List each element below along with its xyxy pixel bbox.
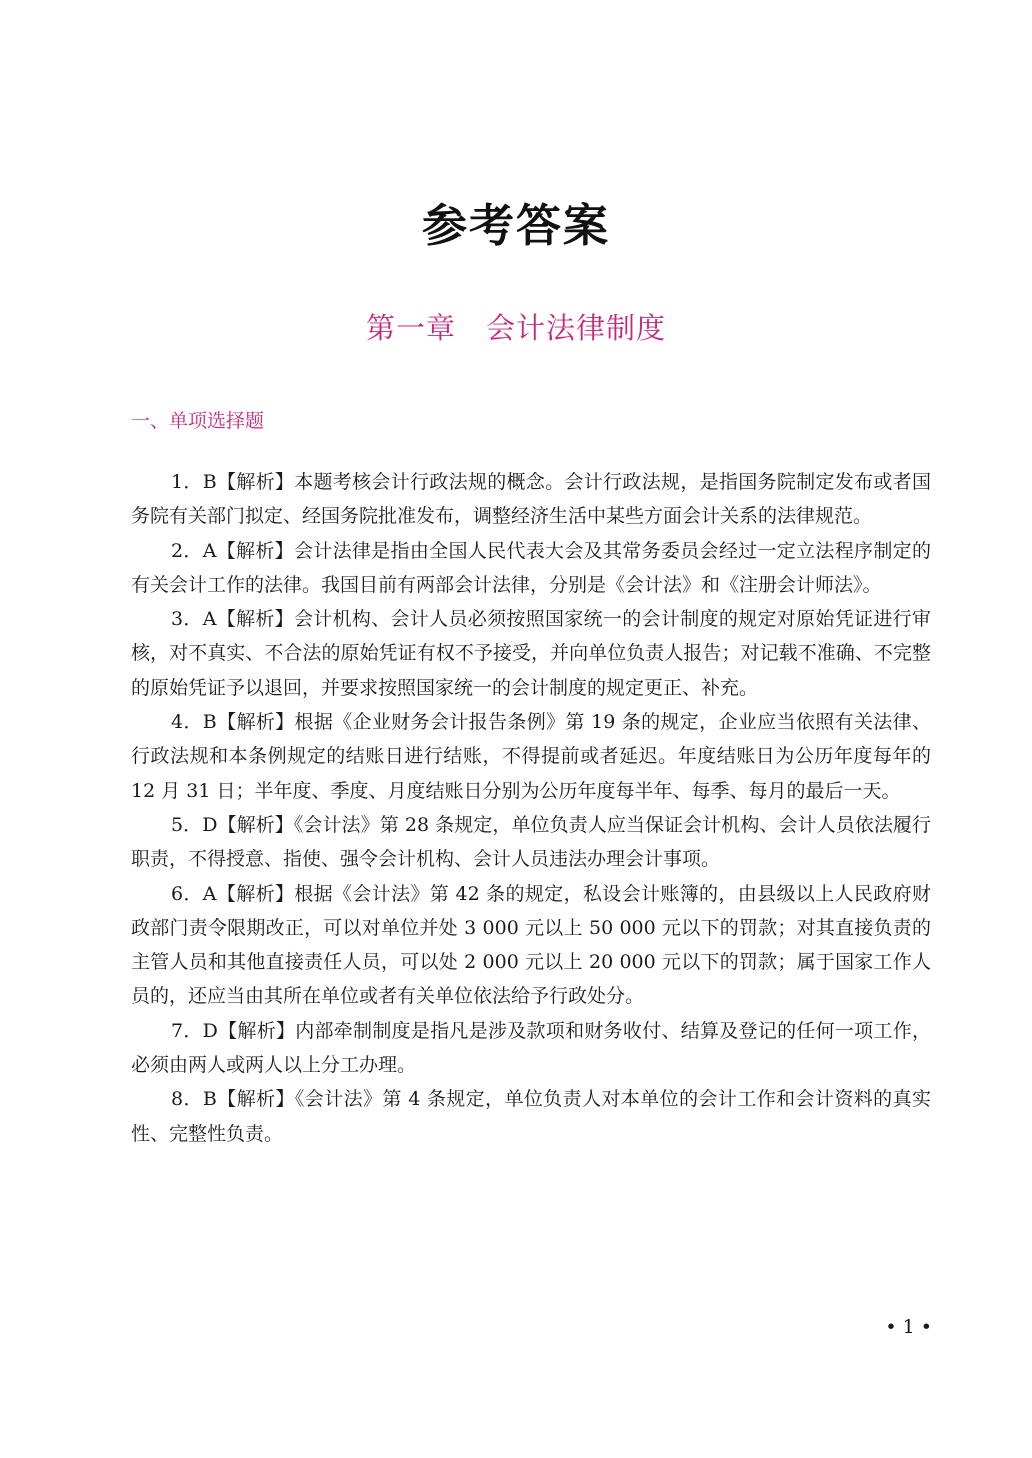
answer-item-8: 8．B【解析】《会计法》第 4 条规定，单位负责人对本单位的会计工作和会计资料的真实性、完整性负责。 [131, 1088, 931, 1145]
answer-item-2: 2．A【解析】会计法律是指由全国人民代表大会及其常务委员会经过一定立法程序制定的有关会计工作的法律。我国目前有两部会计法律，分别是《会计法》和《注册会计师法》。 [131, 539, 931, 596]
section-heading: 一、单项选择题 [131, 410, 265, 432]
answer-item-4: 4．B【解析】根据《企业财务会计报告条例》第 19 条的规定，企业应当依照有关法律、行政法规和本条例规定的结账日进行结账，不得提前或者延迟。年度结账日为公历年度每年的 12 月 31 日；半年度、季度、月度结账日分别为公历年度每半年、每季、每月的最后一天。 [131, 711, 931, 802]
chapter-name: 会计法律制度 [486, 311, 667, 345]
answer-item-3: 3．A【解析】会计机构、会计人员必须按照国家统一的会计制度的规定对原始凭证进行审核，对不真实、不合法的原始凭证有权不予接受，并向单位负责人报告；对记载不准确、不完整的原始凭证予以退回，并要求按照国家统一的会计制度的规定更正、补充。 [131, 608, 931, 699]
chapter-title [0, 308, 1032, 348]
chapter-number: 第一章 [365, 311, 456, 345]
answer-item-1: 1．B【解析】本题考核会计行政法规的概念。会计行政法规，是指国务院制定发布或者国务院有关部门拟定、经国务院批准发布，调整经济生活中某些方面会计关系的法律规范。 [131, 471, 931, 528]
answer-list [131, 465, 931, 1151]
answer-item-7: 7．D【解析】内部牵制制度是指凡是涉及款项和财务收付、结算及登记的任何一项工作，必须由两人或两人以上分工办理。 [131, 1019, 931, 1077]
page-title: 参考答案 [421, 199, 610, 252]
answer-item-6: 6．A【解析】根据《会计法》第 42 条的规定，私设会计账簿的，由县级以上人民政府财政部门责令限期改正，可以对单位并处 3 000 元以上 50 000 元以下的罚款；对其直接负责的主管人员和其他直接责任人员，可以处 2 000 元以上 20 000 元以下的罚款；属于国家工作人员的，还应当由其所在单位或者有关单位依法给予行政处分。 [131, 882, 931, 1008]
page-number: • 1 • [885, 1316, 932, 1338]
answer-item-5: 5．D【解析】《会计法》第 28 条规定，单位负责人应当保证会计机构、会计人员依法履行职责，不得授意、指使、强令会计机构、会计人员违法办理会计事项。 [131, 813, 931, 871]
